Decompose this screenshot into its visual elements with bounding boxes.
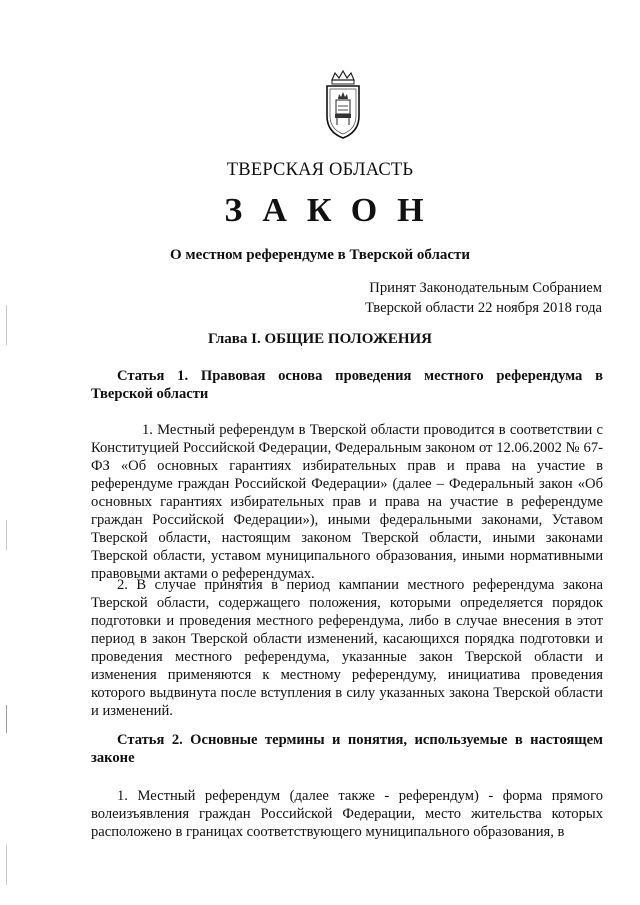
scan-artifact [6,845,7,885]
article-paragraph [91,576,603,720]
law-subject: О местном референдуме в Тверской области [169,247,471,263]
adoption-note [365,278,602,318]
paragraph-text: 2. В случае принятия в период кампании местного референдума закона Тверской области, содержащего положения, которыми определяется порядок подготовки и проведения местного референдума, либо в случае внесения в этот период в закон Тверской области изменений, касающихся порядка подготовки и проведения местного референдума, указанные закон Тверской области и изменения применяются к местному референдуму, инициатива проведения которого выдвинута после вступления в силу указанных закона Тверской области и изменений. [91,577,603,719]
article-heading [91,731,603,767]
law-title: ЗАКОН [224,192,444,229]
scan-artifact [6,705,7,733]
article-paragraph [91,787,603,841]
article-paragraph [91,421,603,583]
article-heading-text: Статья 1. Правовая основа проведения местного референдума в Тверской области [91,368,603,402]
paragraph-text: 1. Местный референдум (далее также - референдум) - форма прямого волеизъявления граждан Российской Федерации, место жительства которых расположено в границах соответствующего муниципального образования, в [91,788,603,840]
paragraph-text: 1. Местный референдум в Тверской области проводится в соответствии с Конституцией Российской Федерации, Федеральным законом от 12.06.2002 № 67-ФЗ «Об основных гарантиях избирательных прав и права на участие в референдуме граждан Российской Федерации» (далее – Федеральный закон «Об основных гарантиях избирательных прав и права на участие в референдуме граждан Российской Федерации»), иными федеральными законами, Уставом Тверской области, настоящим законом Тверской области, иными законами Тверской области, уставом муниципального образования, иными нормативными правовыми актами о референдумах. [91,422,603,582]
adoption-line: Тверской области 22 ноября 2018 года [365,300,602,316]
adoption-line: Принят Законодательным Собранием [369,280,602,296]
article-heading [91,367,603,403]
chapter-title: Глава I. ОБЩИЕ ПОЛОЖЕНИЯ [208,331,432,347]
article-heading-text: Статья 2. Основные термины и понятия, используемые в настоящем законе [91,732,603,766]
coat-of-arms-icon [323,70,363,140]
scan-artifact [6,520,7,550]
region-name: ТВЕРСКАЯ ОБЛАСТЬ [226,160,414,180]
